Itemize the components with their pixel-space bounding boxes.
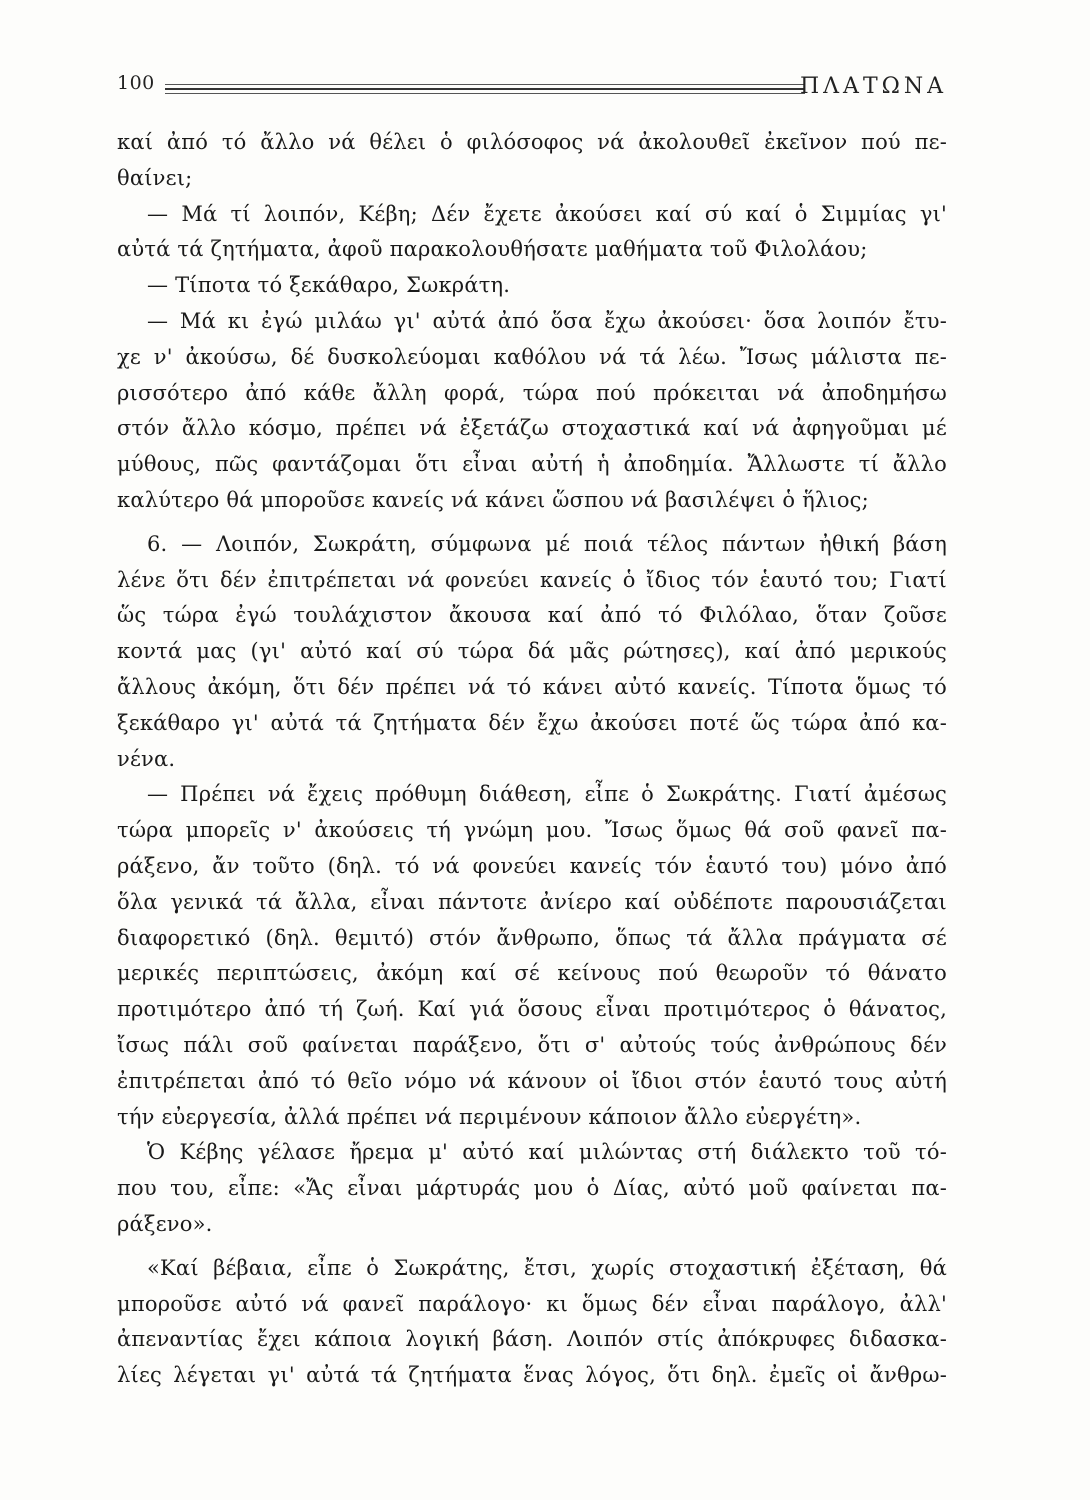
text-line: — Μά κι ἐγώ μιλάω γι' αὐτά ἀπό ὅσα ἔχω ἀκούσει· ὅσα λοιπόν ἔτυ- xyxy=(147,308,947,333)
paragraph xyxy=(117,527,947,778)
text-line: ράξενο, ἄν τοῦτο (δηλ. τό νά φονεύει κανείς τόν ἑαυτό του) μόνο ἀπό xyxy=(117,853,947,878)
text-line: τώρα μπορεῖς ν' ἀκούσεις τή γνώμη μου. Ἴσως ὅμως θά σοῦ φανεῖ πα- xyxy=(117,818,947,843)
text-line: ξεκάθαρο γι' αὐτά τά ζητήματα δέν ἔχω ἀκούσει ποτέ ὥς τώρα ἀπό κα- xyxy=(117,710,947,735)
section-gap xyxy=(117,1243,947,1251)
text-line: — Μά τί λοιπόν, Κέβη; Δέν ἔχετε ἀκούσει καί σύ καί ὁ Σιμμίας γι' xyxy=(147,201,947,226)
text-line: κοντά μας (γι' αὐτό καί σύ τώρα δά μᾶς ρώτησες), καί ἀπό μερικούς xyxy=(117,639,947,664)
text-line: — Τίποτα τό ξεκάθαρο, Σωκράτη. xyxy=(147,273,511,298)
text-line: αὐτά τά ζητήματα, ἀφοῦ παρακολουθήσατε μαθήματα τοῦ Φιλολάου; xyxy=(117,237,868,262)
page-number: 100 xyxy=(117,72,155,94)
text-line: ὅλα γενικά τά ἄλλα, εἶναι πάντοτε ἀνίερο καί οὐδέποτε παρουσιάζεται xyxy=(117,889,947,914)
page-header xyxy=(117,66,947,106)
text-line: — Πρέπει νά ἔχεις πρόθυμη διάθεση, εἶπε ὁ Σωκράτης. Γιατί ἀμέσως xyxy=(147,782,947,807)
text-line: στόν ἄλλο κόσμο, πρέπει νά ἐξετάζω στοχαστικά καί νά ἀφηγοῦμαι μέ xyxy=(117,416,947,441)
text-line: θαίνει; xyxy=(117,165,193,190)
header-rule-line xyxy=(165,84,805,85)
section-gap xyxy=(117,519,947,527)
header-rule-line xyxy=(165,93,805,94)
text-line: νένα. xyxy=(117,746,176,771)
paragraph xyxy=(117,304,947,519)
text-line: ἄλλους ἀκόμη, ὅτι δέν πρέπει νά τό κάνει αὐτό κανείς. Τίποτα ὅμως τό xyxy=(117,674,947,699)
running-title: ΠΛΑΤΩΝΑ xyxy=(799,74,947,99)
text-line: ρισσότερο ἀπό κάθε ἄλλη φορά, τώρα πού πρόκειται νά ἀποδημήσω xyxy=(117,380,947,405)
text-line: χε ν' ἀκούσω, δέ δυσκολεύομαι καθόλου νά τά λέω. Ἴσως μάλιστα πε- xyxy=(117,344,947,369)
paragraph xyxy=(117,1135,947,1242)
text-line: καί ἀπό τό ἄλλο νά θέλει ὁ φιλόσοφος νά ἀκολουθεῖ ἐκεῖνον πού πε- xyxy=(117,130,947,154)
text-line: διαφορετικό (δηλ. θεμιτό) στόν ἄνθρωπο, ὅπως τά ἄλλα πράγματα σέ xyxy=(117,925,947,950)
text-line: προτιμότερο ἀπό τή ζωή. Καί γιά ὅσους εἶναι προτιμότερος ὁ θάνατος, xyxy=(117,997,947,1022)
paragraph xyxy=(117,197,947,269)
text-line: Ὁ Κέβης γέλασε ἤρεμα μ' αὐτό καί μιλώντας στή διάλεκτο τοῦ τό- xyxy=(147,1140,947,1165)
text-line: μποροῦσε αὐτό νά φανεῖ παράλογο· κι ὅμως δέν εἶναι παράλογο, ἀλλ' xyxy=(117,1291,947,1316)
text-line: καλύτερο θά μποροῦσε κανείς νά κάνει ὥσπου νά βασιλέψει ὁ ἥλιος; xyxy=(117,487,869,512)
text-line: 6. — Λοιπόν, Σωκράτη, σύμφωνα μέ ποιά τέλος πάντων ἠθική βάση xyxy=(147,531,947,556)
text-line: ράξενο». xyxy=(117,1211,213,1236)
paragraph xyxy=(117,777,947,1135)
text-line: μερικές περιπτώσεις, ἀκόμη καί σέ κείνους πού θεωροῦν τό θάνατο xyxy=(117,961,947,986)
text-line: ἴσως πάλι σοῦ φαίνεται παράξενο, ὅτι σ' αὐτούς τούς ἀνθρώπους δέν xyxy=(117,1032,947,1057)
text-line: ἐπιτρέπεται ἀπό τό θεῖο νόμο νά κάνουν οἱ ἴδιοι στόν ἑαυτό τους αὐτή xyxy=(117,1068,947,1093)
text-line: «Καί βέβαια, εἶπε ὁ Σωκράτης, ἔτσι, χωρίς στοχαστική ἐξέταση, θά xyxy=(147,1255,947,1280)
text-line: λίες λέγεται γι' αὐτά τά ζητήματα ἕνας λόγος, ὅτι δηλ. ἐμεῖς οἱ ἄνθρω- xyxy=(117,1363,947,1388)
text-line: που του, εἶπε: «Ἄς εἶναι μάρτυράς μου ὁ Δίας, αὐτό μοῦ φαίνεται πα- xyxy=(117,1176,947,1201)
text-line: ἀπεναντίας ἔχει κάποια λογική βάση. Λοιπόν στίς ἀπόκρυφες διδασκα- xyxy=(117,1327,947,1352)
text-line: μύθους, πῶς φαντάζομαι ὅτι εἶναι αὐτή ἡ ἀποδημία. Ἄλλωστε τί ἄλλο xyxy=(117,452,947,477)
text-line: τήν εὐεργεσία, ἀλλά πρέπει νά περιμένουν κάποιον ἄλλο εὐεργέτη». xyxy=(117,1104,862,1129)
text-line: λένε ὅτι δέν ἐπιτρέπεται νά φονεύει κανείς ὁ ἴδιος τόν ἑαυτό του; Γιατί xyxy=(117,567,947,592)
paragraph xyxy=(117,1251,947,1394)
paragraph xyxy=(117,268,947,304)
paragraph xyxy=(117,125,947,197)
header-rule-line xyxy=(165,88,805,90)
text-line: ὥς τώρα ἐγώ τουλάχιστον ἄκουσα καί ἀπό τό Φιλόλαο, ὅταν ζοῦσε xyxy=(117,603,947,628)
body-text xyxy=(117,125,947,1394)
